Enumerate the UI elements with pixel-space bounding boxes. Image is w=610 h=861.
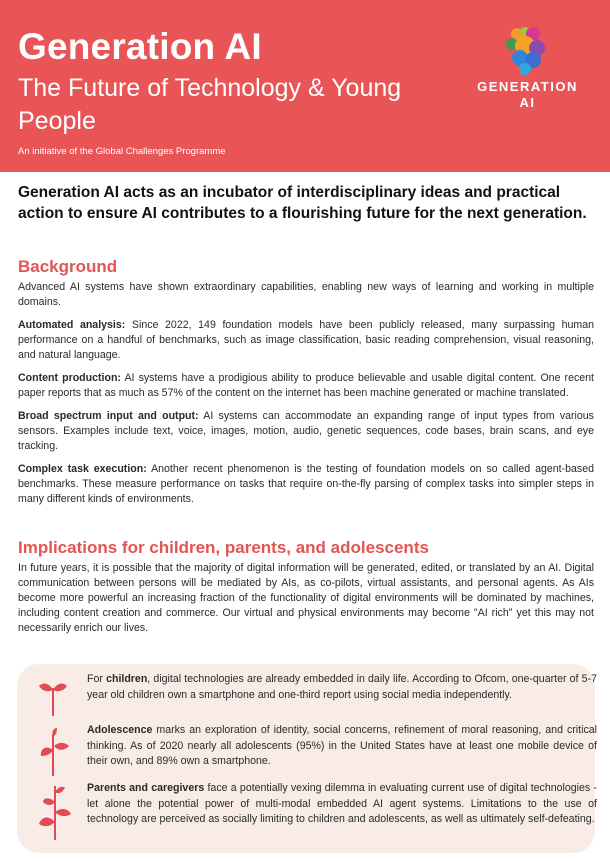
- header-banner: [0, 0, 610, 172]
- initiative-text: An initiative of the Global Challenges Programme: [18, 146, 226, 157]
- page-title: Generation AI: [18, 26, 262, 67]
- group-parents: Parents and caregivers face a potentially vexing dilemma in evaluating current use of digital technologies - let alone the potential power of multi-modal embedded AI agent systems. Limitations to the use of technology are perceived as socially limiting to children and adolescents, as well as ultimately self-defeating.: [87, 782, 597, 825]
- implications-text: In future years, it is possible that the majority of digital information will be generated, edited, or translated by an AI. Digital communication between persons will be mediated by AIs, as co-pilots, virtual assistants, and personal agents. As AIs become more powerful an increasing fraction of the functionality of digital environments will be dominated by machines, including content creation and commerce. Our virtual and physical environments may become "AI rich" yet this may not necessarily enrich our lives.: [18, 562, 594, 634]
- young-plant-icon: [39, 728, 69, 776]
- logo-text: AI: [519, 95, 536, 110]
- background-item: Content production: AI systems have a prodigious ability to produce believable and usable digital content. One recent paper reports that as much as 57% of the content on the internet has been machine generated or machine translated.: [18, 372, 595, 399]
- group-adolescence: Adolescence marks an exploration of identity, social concerns, refinement of moral reasoning, and critical thinking. As of 2020 nearly all adolescents (95%) in the United States have at least one mobile device of their own, and 89% own a smartphone.: [87, 724, 597, 767]
- background-heading: Background: [18, 257, 118, 276]
- sprout-icon: [39, 676, 67, 716]
- page-subtitle: The Future of Technology & Young People: [18, 74, 402, 135]
- logo-text: GENERATION: [477, 79, 578, 94]
- generation-ai-logo: [465, 22, 590, 122]
- background-section: [18, 257, 594, 515]
- head-logo-icon: [465, 22, 590, 78]
- intro-statement: Generation AI acts as an incubator of interdisciplinary ideas and practical action to ensure AI contributes to a flourishing future for the next generation.: [18, 184, 587, 222]
- background-lead: Advanced AI systems have shown extraordinary capabilities, enabling new ways of learning and working in multiple domains.: [18, 281, 594, 308]
- grown-plant-icon: [39, 782, 71, 840]
- implications-section: [18, 538, 594, 644]
- background-item: Broad spectrum input and output: AI systems can accommodate an expanding range of input types from various sensors. Examples include text, voice, images, motion, audio, genetic sequences, code bases, brain scans, and eye tracking.: [18, 410, 594, 452]
- background-item: Automated analysis: Since 2022, 149 foundation models have been publicly released, many surpassing human performance on a handful of benchmarks, such as image classification, basic reading comprehension, visual reasoning, and natural language.: [18, 319, 594, 361]
- groups-box: [17, 664, 595, 853]
- implications-heading: Implications for children, parents, and adolescents: [18, 538, 429, 557]
- group-children: For children, digital technologies are already embedded in daily life. According to Ofcom, one-quarter of 5-7 year old children own a smartphone and one-third report using social media independently.: [87, 673, 597, 701]
- background-item: Complex task execution: Another recent phenomenon is the testing of foundation models on so called agent-based benchmarks. These measure performance on tasks that require on-the-fly parsing of complex tasks into simpler steps in many different kinds of environments.: [18, 463, 595, 505]
